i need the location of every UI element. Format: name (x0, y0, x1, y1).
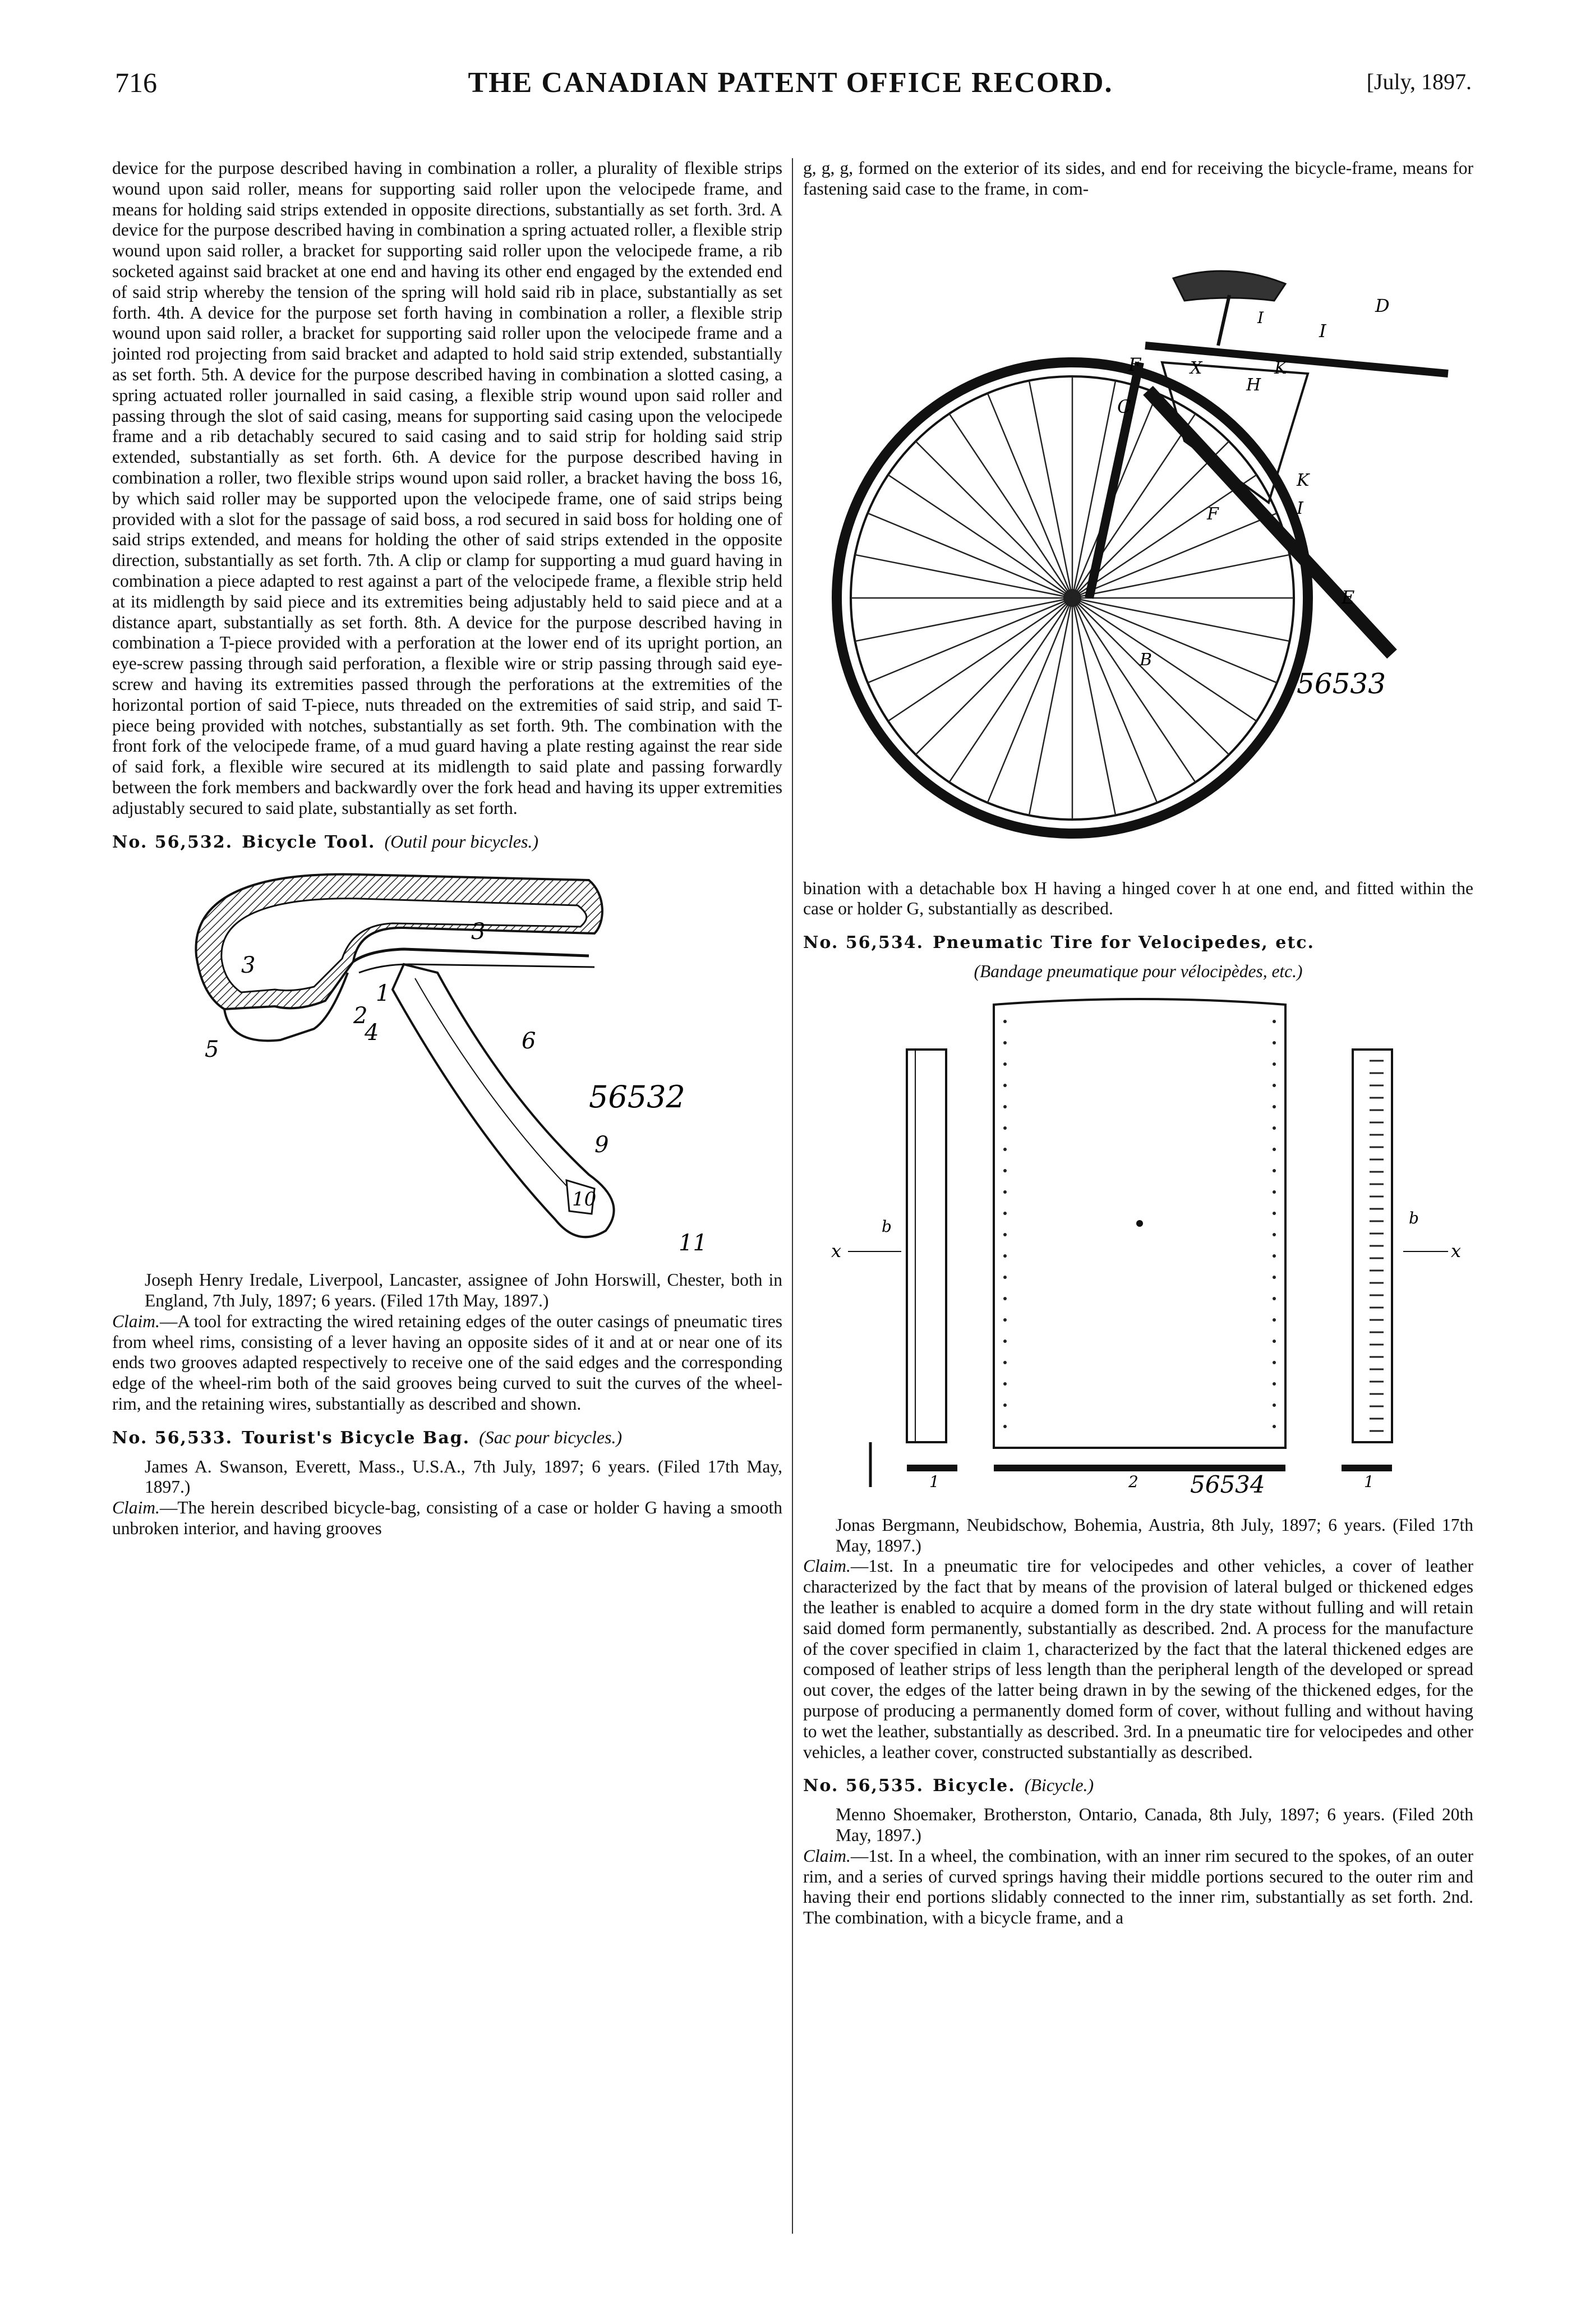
fig-label: I (1319, 320, 1326, 342)
stitch-dot (1003, 1276, 1007, 1279)
fig-label: 1 (1364, 1472, 1374, 1491)
figure-bicycle-bag (803, 205, 1473, 873)
patent-french-title: (Sac pour bicycles.) (479, 1426, 623, 1447)
stitch-dot (1003, 1105, 1007, 1108)
stitch-dot (1003, 1361, 1007, 1364)
patent-title: Bicycle. (933, 1776, 1016, 1796)
fig-label: 10 (572, 1188, 597, 1211)
fig-label: D (1375, 294, 1390, 316)
stitch-dot (1273, 1062, 1276, 1066)
fig-label: K (1274, 358, 1287, 378)
patent-56533-applicant: James A. Swanson, Everett, Mass., U.S.A., 7th July, 1897; 6 years. (Filed 17th May, 1897.) (145, 1456, 782, 1497)
stitch-dot (1003, 1297, 1007, 1300)
right-column (803, 158, 1473, 1929)
stitch-dot (1003, 1254, 1007, 1258)
patent-56533-heading (112, 1427, 782, 1449)
wheel-spoke (988, 598, 1072, 803)
fig-label: 3 (241, 952, 256, 979)
pneumatic-tire-drawing (803, 993, 1473, 1510)
fig-label: F (1207, 504, 1219, 524)
fig-label: 3 (471, 919, 486, 945)
stitch-dot (1003, 1084, 1007, 1087)
stitch-dot (1003, 1403, 1007, 1407)
fig-label: H (1246, 375, 1261, 395)
bicycle-tool-drawing (112, 860, 782, 1264)
patent-title: Tourist's Bicycle Bag. (242, 1428, 471, 1448)
stitch-dot (1273, 1403, 1276, 1407)
stitch-dot (1003, 1233, 1007, 1236)
wheel-spoke (868, 513, 1072, 597)
fig-label: 2 (353, 1003, 368, 1029)
patent-number: No. 56,532. (112, 832, 233, 852)
stitch-dot (1003, 1212, 1007, 1215)
fig-label: x (831, 1240, 842, 1262)
stitch-dot (1273, 1084, 1276, 1087)
page-header (0, 66, 1581, 117)
stitch-dot (1273, 1297, 1276, 1300)
fig-label: E (1342, 586, 1355, 608)
claim-text: —The herein described bicycle-bag, consisting of a case or holder G having a smooth unbroken interior, and having grooves (112, 1498, 782, 1539)
patent-french-title: (Outil pour bicycles.) (384, 831, 539, 852)
stitch-dot (1273, 1340, 1276, 1343)
stitch-dot (1003, 1126, 1007, 1130)
fig-label: 11 (679, 1230, 707, 1257)
bicycle-bag-drawing (803, 205, 1473, 873)
fig-label: 9 (594, 1132, 609, 1158)
fig-label: 1 (376, 981, 390, 1007)
stitch-dot (1273, 1254, 1276, 1258)
column-divider (792, 158, 793, 2234)
stitch-dot (1273, 1361, 1276, 1364)
fig-label: 1 (929, 1472, 939, 1491)
stitch-dot (1003, 1340, 1007, 1343)
wheel-spoke (916, 441, 1072, 597)
figure-pneumatic-tire (803, 993, 1473, 1510)
fig-label: I (1257, 308, 1264, 327)
stitch-dot (1003, 1190, 1007, 1194)
patent-number: No. 56,535. (803, 1776, 924, 1796)
patent-56532-claim (112, 1311, 782, 1415)
figure-number: 56532 (589, 1079, 685, 1115)
patent-56534-heading (803, 932, 1473, 954)
continued-claims: device for the purpose described having in combination a roller, a plurality of flexible strips wound upon said roller, means for supporting said roller upon the velocipede frame, and means for holding said strips extended in opposite directions, substantially as set forth. 3rd. A device for the purpose described having in combination a spring actuated roller, a flexible strip wound upon said roller, a bracket for supporting said roller upon the velocipede frame, a rib socketed against said bracket at one end and having its other end engaged by the extended end of said strip whereby the tension of the spring will hold said rib in place, substantially as set forth. 4th. A device for the purpose set forth having in combination a roller, a flexible strip wound upon said roller, a bracket for supporting said roller upon the velocipede frame and a jointed rod projecting from said bracket and adapted to hold said strip extended, substantially as set forth. 5th. A device for the purpose described having in combination a slotted casing, a spring actuated roller journalled in said casing, a flexible strip wound upon said roller and passing through the slot of said casing, means for supporting said casing upon the velocipede frame and a rib detachably secured to said casing and to said strip for holding said strip extended, substantially as set forth. 6th. A device for the purpose described having in combination a roller, two flexible strips wound upon said roller, a bracket having the boss 16, by which said roller may be supported upon the velocipede frame, one of said strips being provided with a slot for the passage of said boss, a rod secured in said boss for holding one of said strips extended, and means for holding the other of said strips extended in the opposite direction, substantially as set forth. 7th. A clip or clamp for supporting a mud guard having in combination a piece adapted to rest against a part of the velocipede frame, a flexible strip held at its midlength by said piece and its extremities being adjustably held to said piece and at a distance apart, substantially as set forth. 8th. A device for the purpose described having in combination a T-piece provided with a perforation at the lower end of its upright portion, an eye-screw passing through said perforation, a flexible wire or strip passing through said eye-screw and having its extremities passed through the perforations at the extremities of the horizontal portion of said T-piece, nuts threaded on the extremities of said strip, and said T-piece being provided with notches, substantially as set forth. 9th. The combination with the front fork of the velocipede frame, of a mud guard having a plate resting against the rear side of said fork, a flexible wire secured at its midlength to said plate and passing forwardly between the fork members and backwardly over the fork head and having its upper extremities adjustably secured to said plate, substantially as set forth. (112, 158, 782, 818)
claim-label: Claim. (803, 1846, 851, 1866)
wheel-spoke (1072, 598, 1157, 803)
stitch-dot (1273, 1148, 1276, 1151)
claim-label: Claim. (803, 1556, 851, 1576)
wheel-spoke (1072, 598, 1229, 754)
fig-label: B (1140, 650, 1153, 670)
stitch-dot (1003, 1041, 1007, 1044)
wheel-spoke (1072, 598, 1277, 683)
patent-56535-claim (803, 1846, 1473, 1929)
fig-label: I (1297, 498, 1303, 518)
patent-title: Bicycle Tool. (242, 832, 376, 852)
fig-label: X (1190, 358, 1202, 378)
patent-56535-applicant: Menno Shoemaker, Brotherston, Ontario, Canada, 8th July, 1897; 6 years. (Filed 20th May, 1897.) (836, 1805, 1473, 1845)
patent-number: No. 56,533. (112, 1428, 233, 1448)
patent-56532-applicant: Joseph Henry Iredale, Liverpool, Lancaster, assignee of John Horswill, Chester, both in England, 7th July, 1897; 6 years. (Filed 17th May, 1897.) (145, 1270, 782, 1311)
fig-label: K (1297, 470, 1310, 490)
stitch-dot (1273, 1169, 1276, 1172)
figure-number: 56533 (1297, 667, 1386, 700)
fig-label: 4 (365, 1020, 379, 1046)
stitch-dot (1273, 1041, 1276, 1044)
issue-date: [July, 1897. (1366, 69, 1472, 94)
left-column (112, 158, 782, 1539)
stitch-dot (1273, 1233, 1276, 1236)
patent-56533-claim (112, 1498, 782, 1539)
figure-bicycle-tool (112, 860, 782, 1264)
stitch-dot (1273, 1318, 1276, 1322)
patent-56534-french-title: (Bandage pneumatique pour vélocipèdes, etc.) (974, 961, 1303, 981)
claim-text: —1st. In a pneumatic tire for velocipedes and other vehicles, a cover of leather characterized by the fact that by means of the provision of lateral bulged or thickened edges the leather is enabled to acquire a domed form in the dry state without fulling and will retain said domed form permanently, substantially as described. 2nd. A process for the manufacture of the cover specified in claim 1, characterized by the fact that the lateral thickened edges are composed of leather strips of less length than the peripheral length of the developed or spread out cover, the edges of the latter being drawn in by the sewing of the thickened edges, for the purpose of producing a permanently domed form of cover, without fulling and without having to wet the leather, substantially as described. 3rd. In a pneumatic tire for velocipedes and other vehicles, a leather cover, constructed substantially as described. (803, 1556, 1473, 1762)
stitch-dot (1003, 1382, 1007, 1386)
fig-label: 2 (1128, 1472, 1138, 1491)
stitch-dot (1273, 1425, 1276, 1428)
stitch-dot (1273, 1105, 1276, 1108)
claim-text: —1st. In a wheel, the combination, with an inner rim secured to the spokes, of an outer rim, and a series of curved springs having their middle portions secured to the outer rim and having their end portions slidably connected to the inner rim, substantially as set forth. 2nd. The combination, with a bicycle frame, and a (803, 1846, 1473, 1928)
continuation-bottom: bination with a detachable box H having a hinged cover h at one end, and fitted within the case or holder G, substantially as described. (803, 878, 1473, 919)
continuation-top: g, g, g, formed on the exterior of its sides, and end for receiving the bicycle-frame, means for fastening said case to the frame, in com- (803, 158, 1473, 199)
fig-label: x (1451, 1240, 1462, 1262)
fig-label: b (882, 1217, 892, 1236)
wheel-spoke (916, 598, 1072, 754)
patent-french-title: (Bicycle.) (1024, 1775, 1094, 1796)
fig-label: 6 (522, 1028, 536, 1055)
fig-label: F (1128, 353, 1141, 375)
wheel-spokes (851, 376, 1294, 820)
fig-label: b (1409, 1208, 1419, 1227)
stitch-dot (1273, 1020, 1276, 1023)
page-number: 716 (115, 67, 157, 98)
patent-title: Pneumatic Tire for Velocipedes, etc. (933, 933, 1315, 953)
stitch-dot (1273, 1212, 1276, 1215)
stitch-dot (1273, 1276, 1276, 1279)
stitch-dot (1003, 1425, 1007, 1428)
stitch-dot (1003, 1020, 1007, 1023)
patent-56535-heading (803, 1775, 1473, 1797)
stitch-dot (1003, 1148, 1007, 1151)
claim-text: —A tool for extracting the wired retaining edges of the outer casings of pneumatic tires from wheel rims, consisting of a lever having an opposite sides of it and at or near one of its ends two grooves adapted respectively to receive one of the said edges and the corresponding edge of the wheel-rim both of the said grooves being curved to suit the curves of the wheel-rim, and the retaining wires, substantially as described and shown. (112, 1311, 782, 1414)
patent-56534-applicant: Jonas Bergmann, Neubidschow, Bohemia, Austria, 8th July, 1897; 6 years. (Filed 17th May, 1897.) (836, 1515, 1473, 1556)
fig-label: 5 (205, 1037, 219, 1063)
patent-56532-heading (112, 831, 782, 853)
stitch-dot (1003, 1318, 1007, 1322)
patent-56534-claim (803, 1556, 1473, 1762)
wheel-spoke (868, 598, 1072, 683)
journal-title: THE CANADIAN PATENT OFFICE RECORD. (468, 67, 1113, 99)
stitch-dot (1273, 1190, 1276, 1194)
stitch-dot (1273, 1382, 1276, 1386)
stitch-dot (1003, 1169, 1007, 1172)
patent-number: No. 56,534. (803, 933, 924, 953)
claim-label: Claim. (112, 1311, 160, 1331)
stitch-dot (1273, 1126, 1276, 1130)
wheel-spoke (988, 393, 1072, 598)
figure-number: 56534 (1190, 1470, 1265, 1498)
claim-label: Claim. (112, 1498, 160, 1518)
stitch-dot (1003, 1062, 1007, 1066)
fig-label: C (1117, 395, 1131, 417)
